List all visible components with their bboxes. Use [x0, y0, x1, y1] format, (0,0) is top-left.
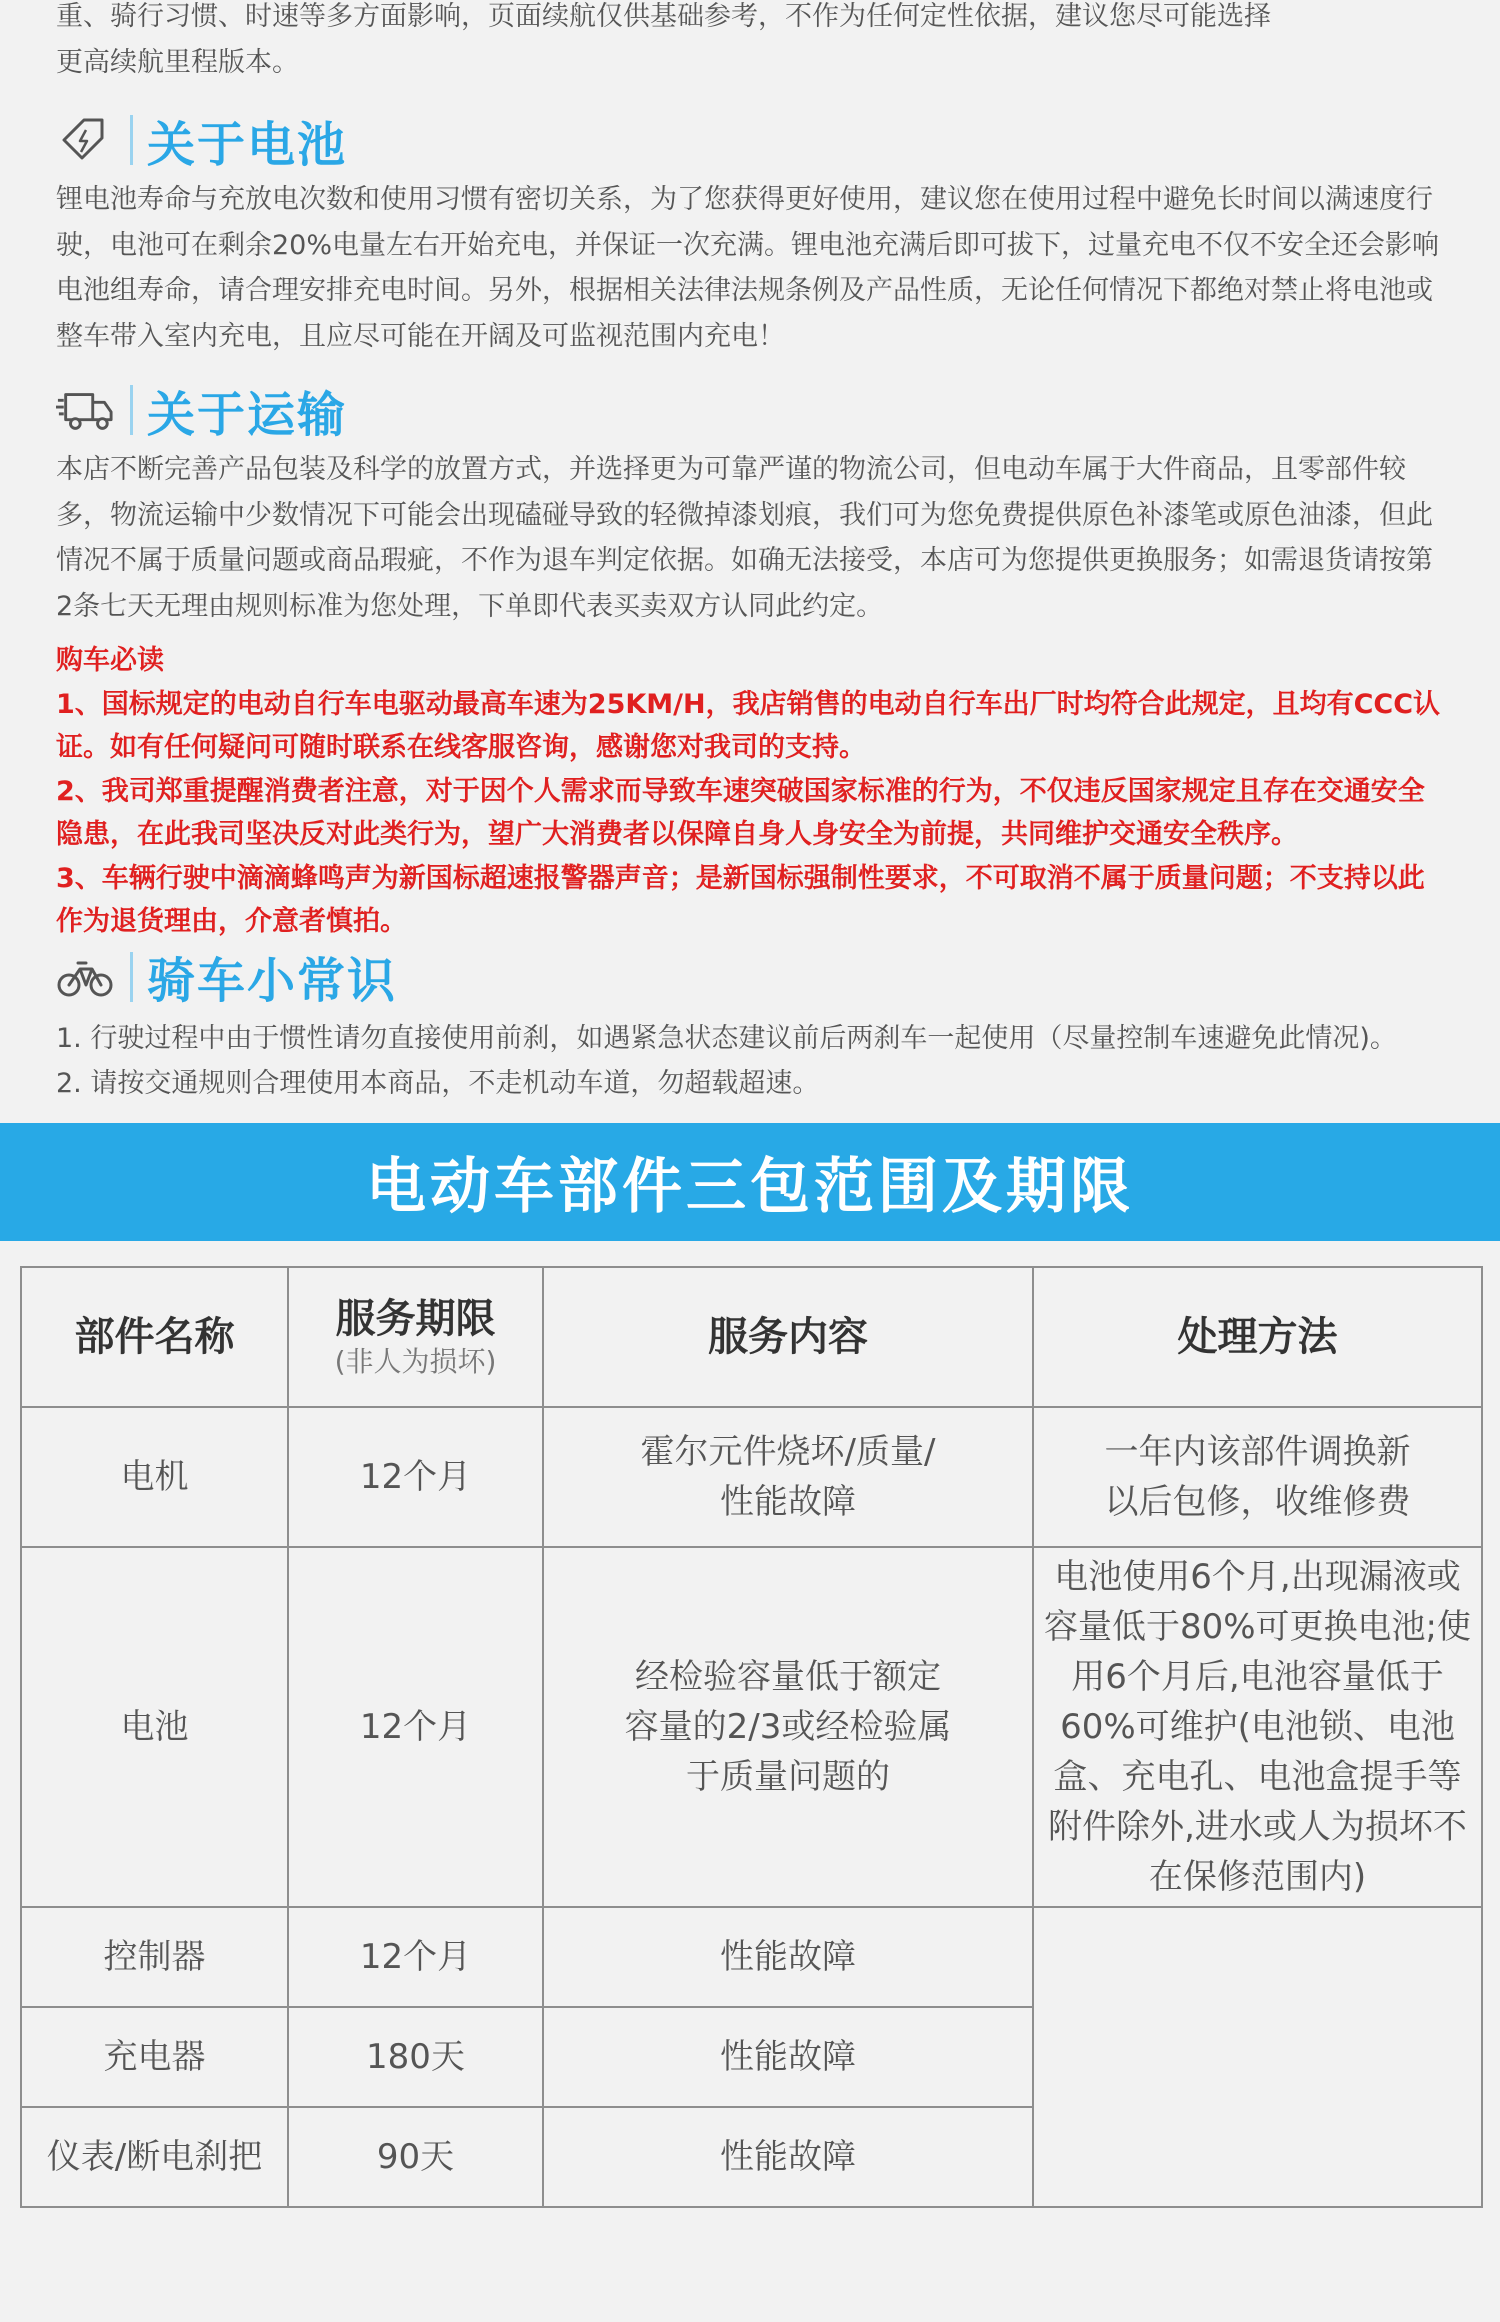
cell-period: 12个月: [288, 1407, 543, 1547]
cell-content-line: 霍尔元件烧坏/质量/: [640, 1431, 936, 1472]
notice-title: 购车必读: [56, 645, 164, 676]
truck-icon: [56, 381, 114, 439]
riding-section-title: 骑车小常识: [147, 953, 398, 1009]
riding-tip: 2. 请按交通规则合理使用本商品，不走机动车道，勿超载超速。: [56, 1068, 820, 1099]
bicycle-icon: [56, 948, 114, 1006]
cell-content: [543, 1547, 1033, 1907]
section-divider: [130, 952, 133, 1002]
header-period: [288, 1267, 543, 1407]
battery-tag-icon: [56, 111, 114, 169]
table-row: [21, 1407, 1482, 1547]
cell-content-line: 于质量问题的: [686, 1756, 890, 1797]
section-divider: [130, 115, 133, 165]
shipping-section-text: 本店不断完善产品包装及科学的放置方式，并选择更为可靠严谨的物流公司，但电动车属于大件商品，且零部件较多，物流运输中少数情况下可能会出现磕碰导致的轻微掉漆划痕，我们可为您免费提供原色补漆笔或原色油漆，但此情况不属于质量问题或商品瑕疵，不作为退车判定依据。如确无法接受，本店可为您提供更换服务；如需退货请按第2条七天无理由规则标准为您处理，下单即代表买卖双方认同此约定。: [56, 454, 1433, 622]
intro-text: [56, 0, 1444, 85]
warranty-banner: 电动车部件三包范围及期限: [0, 1123, 1500, 1241]
header-period-label: 服务期限: [335, 1295, 496, 1342]
intro-line-1: 重、骑行习惯、时速等多方面影响，页面续航仅供基础参考，不作为任何定性依据，建议您尽可能选择: [56, 1, 1271, 32]
notice-item: 2、我司郑重提醒消费者注意，对于因个人需求而导致车速突破国家标准的行为，不仅违反国家规定且存在交通安全隐患，在此我司坚决反对此类行为，望广大消费者以保障自身人身安全为前提，共同维护交通安全秩序。: [56, 775, 1425, 850]
header-part: 部件名称: [21, 1267, 288, 1407]
header-period-note: (非人为损坏): [334, 1344, 497, 1378]
table-header-row: [21, 1267, 1482, 1407]
cell-method-empty: [1033, 1907, 1482, 2207]
cell-method: 电池使用6个月,出现漏液或容量低于80%可更换电池;使用6个月后,电池容量低于60%可维护(电池锁、电池盒、充电孔、电池盒提手等附件除外,进水或人为损坏不在保修范围内): [1033, 1547, 1482, 1907]
cell-content-line: 性能故障: [720, 1481, 856, 1522]
cell-content: [543, 1407, 1033, 1547]
cell-part: 控制器: [21, 1907, 288, 2007]
riding-tip: 1. 行驶过程中由于惯性请勿直接使用前刹，如遇紧急状态建议前后两刹车一起使用（尽量控制车速避免此情况)。: [56, 1022, 1397, 1054]
riding-section-header: [56, 944, 1444, 1010]
battery-section-header: [56, 107, 1444, 173]
cell-method-line: 一年内该部件调换新: [1104, 1431, 1411, 1472]
notice-item: 3、车辆行驶中滴滴蜂鸣声为新国标超速报警器声音；是新国标强制性要求，不可取消不属于质量问题；不支持以此作为退货理由，介意者慎拍。: [56, 862, 1425, 937]
table-row: [21, 1547, 1482, 1907]
shipping-section-title: 关于运输: [147, 386, 348, 443]
cell-period: 12个月: [288, 1907, 543, 2007]
cell-content-line: 经检验容量低于额定: [635, 1656, 941, 1697]
table-row: [21, 1907, 1482, 2007]
cell-content-line: 容量的2/3或经检验属: [624, 1706, 952, 1747]
cell-part: 电机: [21, 1407, 288, 1547]
cell-method: [1033, 1407, 1482, 1547]
warranty-table: [20, 1266, 1483, 2208]
cell-period: 90天: [288, 2107, 543, 2207]
section-divider: [130, 385, 133, 435]
cell-part: 充电器: [21, 2007, 288, 2107]
cell-period: 12个月: [288, 1547, 543, 1907]
battery-section-text: 锂电池寿命与充放电次数和使用习惯有密切关系，为了您获得更好使用，建议您在使用过程中避免长时间以满速度行驶，电池可在剩余20%电量左右开始充电，并保证一次充满。锂电池充满后即可拔下，过量充电不仅不安全还会影响电池组寿命，请合理安排充电时间。另外，根据相关法律法规条例及产品性质，无论任何情况下都绝对禁止将电池或整车带入室内充电，且应尽可能在开阔及可监视范围内充电！: [56, 184, 1440, 352]
purchase-notice: [56, 639, 1444, 944]
cell-content: 性能故障: [543, 2107, 1033, 2207]
header-content: 服务内容: [543, 1267, 1033, 1407]
cell-content: 性能故障: [543, 1907, 1033, 2007]
cell-part: 电池: [21, 1547, 288, 1907]
cell-part: 仪表/断电刹把: [21, 2107, 288, 2207]
cell-period: 180天: [288, 2007, 543, 2107]
battery-section-title: 关于电池: [147, 116, 348, 173]
cell-content: 性能故障: [543, 2007, 1033, 2107]
cell-method-line: 以后包修，收维修费: [1104, 1481, 1411, 1522]
header-method: 处理方法: [1033, 1267, 1482, 1407]
shipping-section-header: [56, 377, 1444, 443]
intro-line-2: 更高续航里程版本。: [56, 46, 299, 78]
notice-item: 1、国标规定的电动自行车电驱动最高车速为25KM/H，我店销售的电动自行车出厂时均符合此规定，且均有CCC认证。如有任何疑问可随时联系在线客服咨询，感谢您对我司的支持。: [56, 688, 1441, 763]
page-content: [0, 0, 1500, 1107]
